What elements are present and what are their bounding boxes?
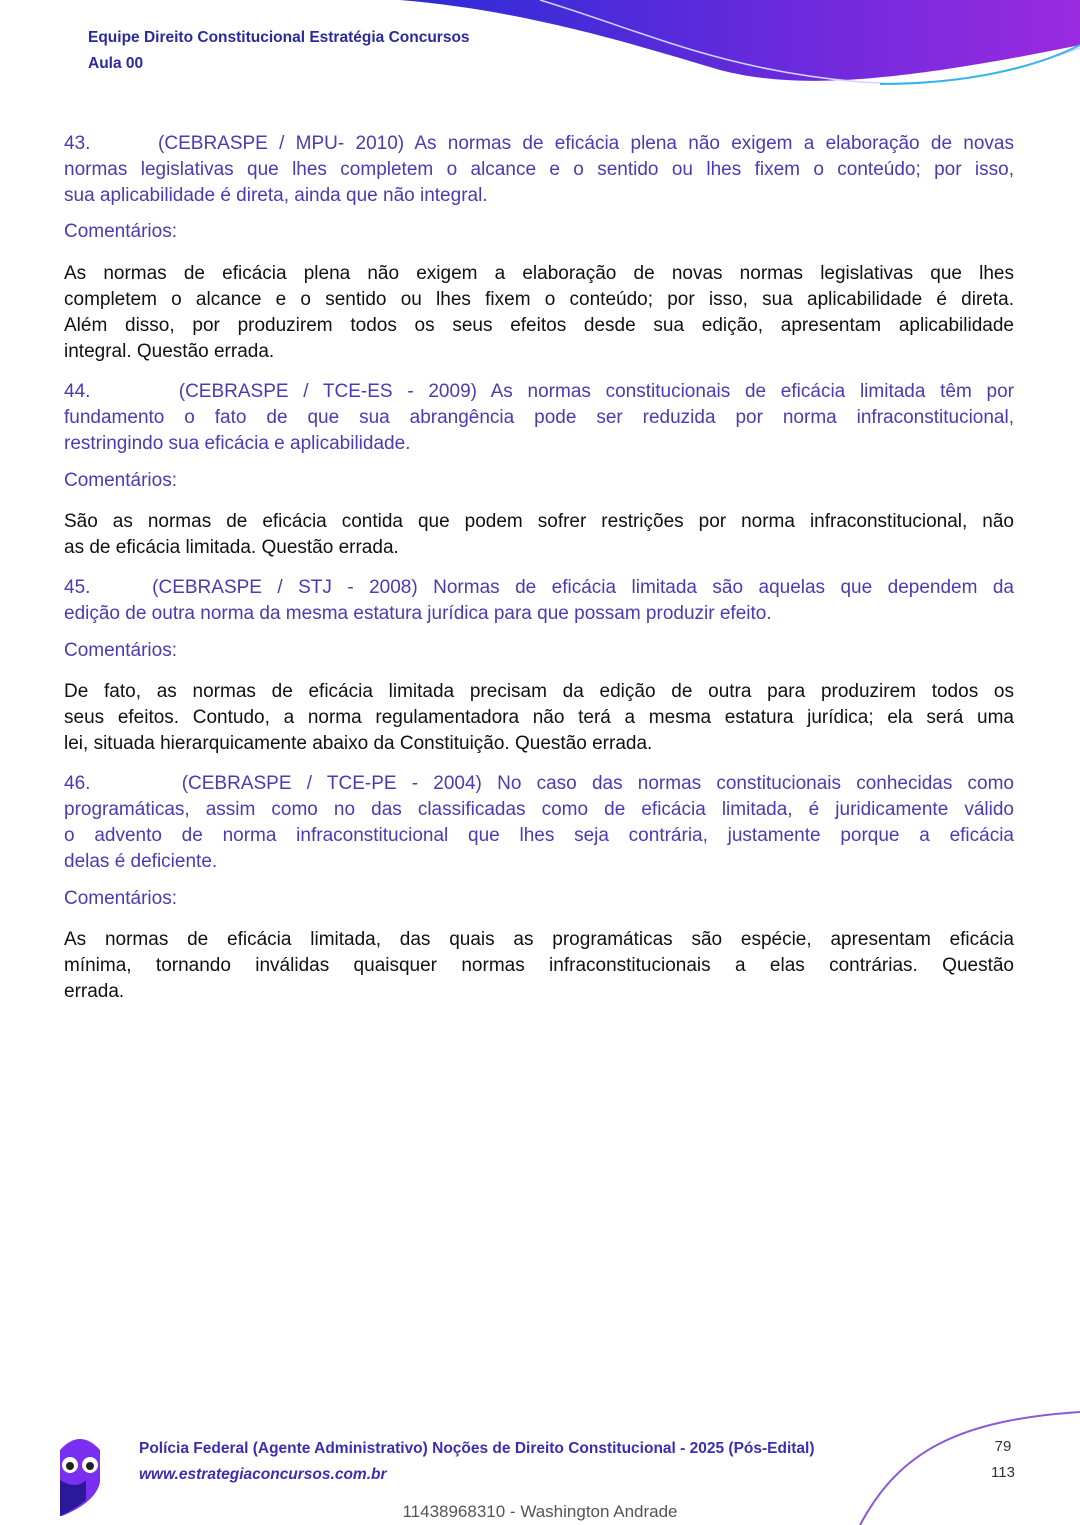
- text-line: errada.: [64, 981, 125, 1002]
- text-line: 43. (CEBRASPE / MPU- 2010) As normas de eficácia plena não exigem a elaboração de novas: [64, 133, 1014, 154]
- text-line: sua aplicabilidade é direta, ainda que não integral.: [64, 185, 488, 206]
- text-line: Comentários:: [64, 221, 177, 242]
- header-lesson: Aula 00: [88, 55, 144, 72]
- header-wave-decoration: [0, 0, 1080, 100]
- answer-comment: [64, 261, 1014, 365]
- text-line: fundamento o fato de que sua abrangência pode ser reduzida por norma infraconstitucional,: [64, 407, 1014, 428]
- question: [64, 771, 1014, 875]
- comments-label: [64, 886, 1014, 912]
- answer-comment: [64, 927, 1014, 1005]
- question: [64, 379, 1014, 457]
- question: [64, 131, 1014, 209]
- text-line: normas legislativas que lhes completem o alcance e o sentido ou lhes fixem o conteúdo; por isso,: [64, 159, 1014, 180]
- text-line: Além disso, por produzirem todos os seus efeitos desde sua edição, apresentam aplicabilidade: [64, 315, 1014, 336]
- text-line: o advento de norma infraconstitucional que lhes seja contrária, justamente porque a eficácia: [64, 825, 1014, 846]
- page-total: 113: [991, 1464, 1015, 1481]
- text-line: 45. (CEBRASPE / STJ - 2008) Normas de eficácia limitada são aquelas que dependem da: [64, 577, 1014, 598]
- watermark: 11438968310 - Washington Andrade: [402, 1502, 678, 1521]
- text-line: as de eficácia limitada. Questão errada.: [64, 537, 399, 558]
- comments-label: [64, 638, 1014, 664]
- text-line: Comentários:: [64, 640, 177, 661]
- text-line: programáticas, assim como no das classificadas como de eficácia limitada, é juridicamente válido: [64, 799, 1014, 820]
- text-line: edição de outra norma da mesma estatura jurídica para que possam produzir efeito.: [64, 603, 772, 624]
- text-line: As normas de eficácia limitada, das quais as programáticas são espécie, apresentam eficácia: [64, 929, 1014, 950]
- text-line: 46. (CEBRASPE / TCE-PE - 2004) No caso das normas constitucionais conhecidas como: [64, 773, 1014, 794]
- text-line: São as normas de eficácia contida que podem sofrer restrições por norma infraconstitucional, não: [64, 511, 1014, 532]
- text-line: integral. Questão errada.: [64, 341, 275, 362]
- text-line: Comentários:: [64, 470, 177, 491]
- text-line: delas é deficiente.: [64, 851, 218, 872]
- header-title: Equipe Direito Constitucional Estratégia Concursos: [88, 29, 470, 46]
- text-line: restringindo sua eficácia e aplicabilidade.: [64, 433, 411, 454]
- text-line: completem o alcance e o sentido ou lhes fixem o conteúdo; por isso, sua aplicabilidade é direta.: [64, 289, 1014, 310]
- comments-label: [64, 219, 1014, 245]
- text-line: 44. (CEBRASPE / TCE-ES - 2009) As normas constitucionais de eficácia limitada têm por: [64, 381, 1014, 402]
- text-line: De fato, as normas de eficácia limitada precisam da edição de outra para produzirem todos os: [64, 681, 1014, 702]
- text-line: Comentários:: [64, 888, 177, 909]
- text-line: seus efeitos. Contudo, a norma regulamentadora não terá a mesma estatura jurídica; ela será uma: [64, 707, 1014, 728]
- text-line: mínima, tornando inválidas quaisquer normas infraconstitucionais a elas contrárias. Questão: [64, 955, 1014, 976]
- answer-comment: [64, 679, 1014, 757]
- page-number: 79: [994, 1438, 1012, 1455]
- text-line: lei, situada hierarquicamente abaixo da Constituição. Questão errada.: [64, 733, 653, 754]
- comments-label: [64, 468, 1014, 494]
- footer-website-link[interactable]: www.estrategiaconcursos.com.br: [139, 1466, 387, 1483]
- answer-comment: [64, 509, 1014, 561]
- footer-course-title: Polícia Federal (Agente Administrativo) Noções de Direito Constitucional - 2025 (Pós-Edital): [139, 1440, 815, 1457]
- text-line: As normas de eficácia plena não exigem a elaboração de novas normas legislativas que lhes: [64, 263, 1014, 284]
- question: [64, 575, 1014, 627]
